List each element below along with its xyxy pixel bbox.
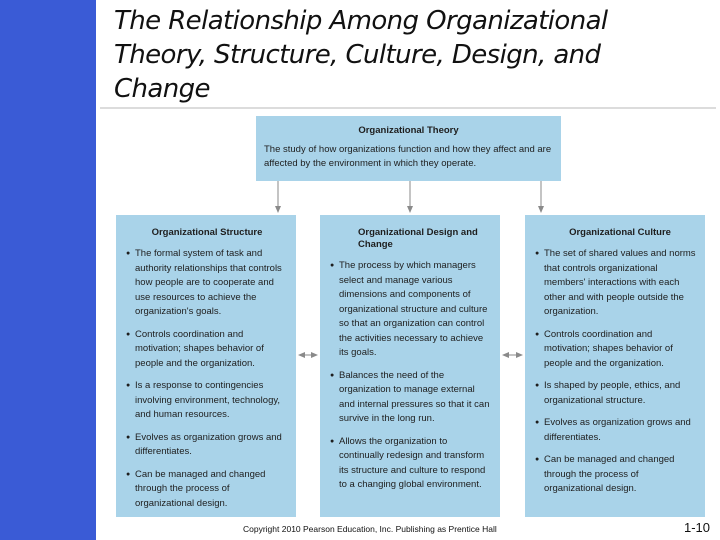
theory-text: The study of how organizations function and how they affect and are affected by the environment in which they operate.	[264, 144, 552, 169]
culture-bullet: ● The set of shared values and norms that controls organizational members' interactions with each other and with people outside the organization.	[535, 247, 699, 320]
organizational-design-box	[320, 215, 500, 517]
organizational-structure-box	[116, 215, 296, 517]
copyright-footer: Copyright 2010 Pearson Education, Inc. Publishing as Prentice Hall	[243, 524, 497, 534]
design-bullet-list	[330, 259, 492, 493]
structure-bullet: ● The formal system of task and authority relationships that controls how people are to cooperate and use resources to achieve the organization's goals.	[126, 247, 288, 320]
culture-bullet-list	[535, 247, 699, 497]
culture-bullet: ● Evolves as organization grows and differentiates.	[535, 416, 699, 445]
organizational-culture-box	[525, 215, 705, 517]
structure-bullet: ● Controls coordination and motivation; shapes behavior of people and the organization.	[126, 328, 288, 372]
structure-bullet: ● Evolves as organization grows and differentiates.	[126, 431, 288, 460]
theory-heading: Organizational Theory	[358, 125, 459, 136]
culture-bullet: ● Is shaped by people, ethics, and organizational structure.	[535, 379, 699, 408]
organizational-theory-box	[256, 116, 561, 181]
design-heading: Organizational Design and Change	[358, 227, 478, 250]
structure-bullet-list	[126, 247, 288, 511]
design-bullet: ● Balances the need of the organization to manage external and internal pressures so that it can survive in the long run.	[330, 369, 492, 427]
structure-bullet: ● Is a response to contingencies involving environment, technology, and human resources.	[126, 379, 288, 423]
culture-heading: Organizational Culture	[569, 227, 671, 238]
design-bullet: ● The process by which managers select and manage various dimensions and components of organizational structure and culture so that an organization can control the activities necessary to achieve its goals.	[330, 259, 492, 361]
culture-bullet: ● Can be managed and changed through the process of organizational design.	[535, 453, 699, 497]
slide-title: The Relationship Among Organizational Theory, Structure, Culture, Design, and Change	[114, 6, 608, 104]
page-number: 1-10	[684, 520, 711, 535]
structure-bullet: ● Can be managed and changed through the process of organizational design.	[126, 468, 288, 512]
design-bullet: ● Allows the organization to continually redesign and transform its structure and culture to respond to a changing global environment.	[330, 435, 492, 493]
structure-heading: Organizational Structure	[151, 227, 263, 238]
culture-bullet: ● Controls coordination and motivation; shapes behavior of people and the organization.	[535, 328, 699, 372]
